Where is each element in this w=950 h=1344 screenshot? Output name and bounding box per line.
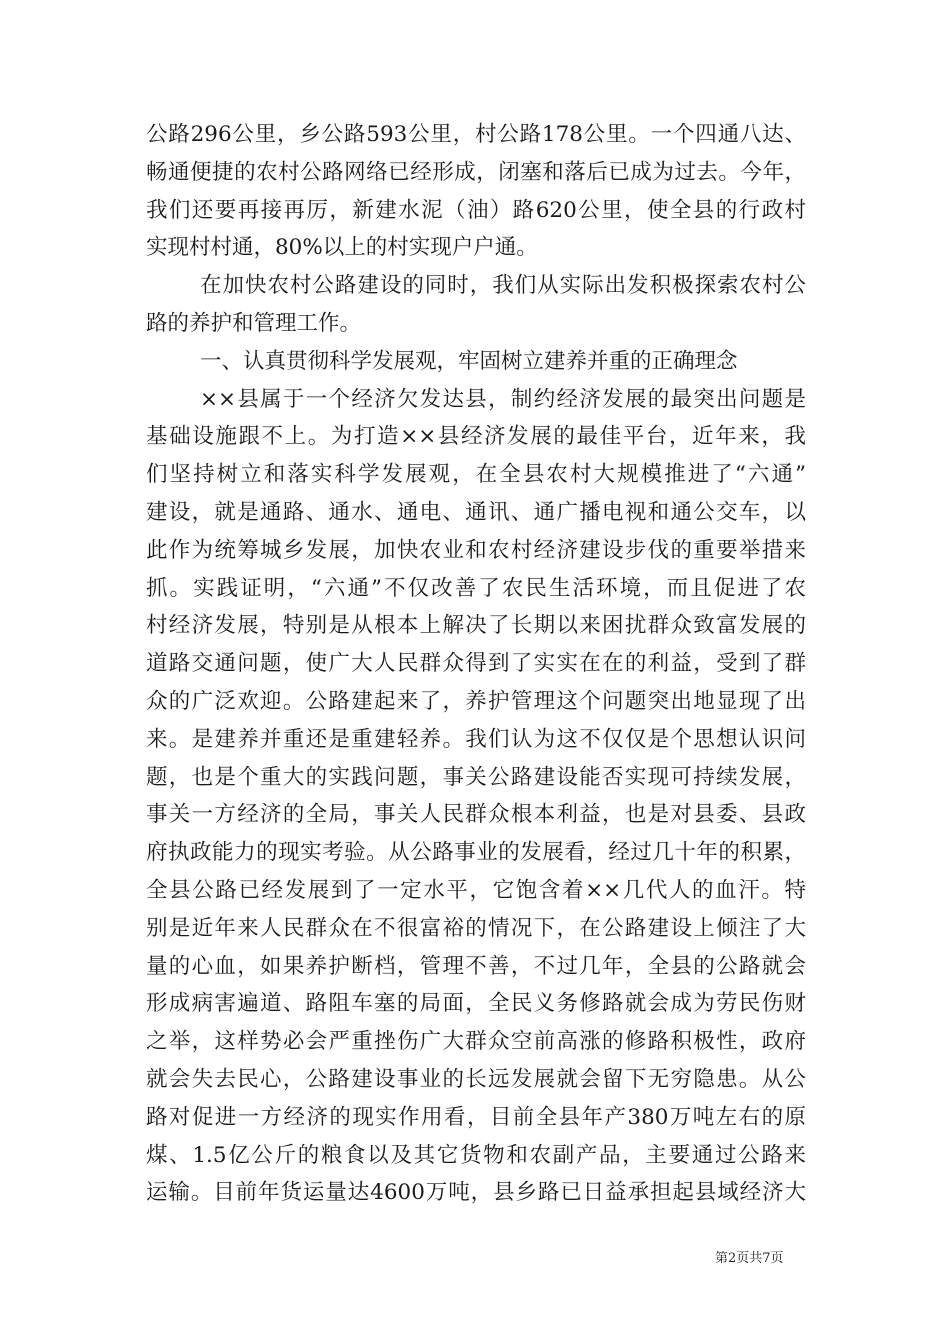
text-line: 来。是建养并重还是重建轻养。我们认为这不仅仅是个思想认识问	[146, 726, 806, 752]
text-line: 运输。目前年货运量达4600万吨，县乡路已日益承担起县域经济大	[146, 1180, 806, 1206]
text-line: 实现村村通，80%以上的村实现户户通。	[146, 235, 538, 261]
text-line: 府执政能力的现实考验。从公路事业的发展看，经过几十年的积累，	[146, 840, 806, 866]
text-line: 路的养护和管理工作。	[146, 310, 362, 336]
text-line: 们坚持树立和落实科学发展观，在全县农村大规模推进了“六通”	[146, 462, 806, 488]
text-line: 公路296公里，乡公路593公里，村公路178公里。一个四通八达、	[146, 122, 806, 147]
document-body	[146, 116, 806, 1212]
text-line: 我们还要再接再厉，新建水泥（油）路620公里，使全县的行政村	[146, 197, 806, 223]
text-line: 村经济发展，特别是从根本上解决了长期以来困扰群众致富发展的	[146, 613, 806, 639]
text-line: 此作为统筹城乡发展，加快农业和农村经济建设步伐的重要举措来	[146, 537, 806, 563]
text-line: 量的心血，如果养护断档，管理不善，不过几年，全县的公路就会	[146, 953, 806, 979]
text-line: 建设，就是通路、通水、通电、通讯、通广播电视和通公交车，以	[146, 499, 806, 525]
text-line: 道路交通问题，使广大人民群众得到了实实在在的利益，受到了群	[146, 651, 806, 677]
text-line: 题，也是个重大的实践问题，事关公路建设能否实现可持续发展，	[146, 764, 806, 790]
text-line: 众的广泛欢迎。公路建起来了，养护管理这个问题突出地显现了出	[146, 688, 806, 714]
page-number-footer: 第2页共7页	[715, 1251, 784, 1266]
text-line: 在加快农村公路建设的同时，我们从实际出发积极探索农村公	[200, 273, 806, 299]
text-line: 别是近年来人民群众在不很富裕的情况下，在公路建设上倾注了大	[146, 915, 806, 941]
text-line: 一、认真贯彻科学发展观，牢固树立建养并重的正确理念	[200, 348, 738, 374]
text-line: 就会失去民心，公路建设事业的长远发展就会留下无穷隐患。从公	[146, 1066, 806, 1092]
text-line: 抓。实践证明，“六通”不仅改善了农民生活环境，而且促进了农	[146, 575, 806, 601]
text-line: 畅通便捷的农村公路网络已经形成，闭塞和落后已成为过去。今年，	[146, 159, 806, 185]
text-line: ××县属于一个经济欠发达县，制约经济发展的最突出问题是	[200, 386, 806, 412]
text-line: 事关一方经济的全局，事关人民群众根本利益，也是对县委、县政	[146, 802, 806, 828]
text-line: 形成病害遍道、路阻车塞的局面，全民义务修路就会成为劳民伤财	[146, 991, 806, 1017]
text-line: 之举，这样势必会严重挫伤广大群众空前高涨的修路积极性，政府	[146, 1029, 806, 1055]
text-line: 基础设施跟不上。为打造××县经济发展的最佳平台，近年来，我	[146, 424, 806, 450]
text-line: 全县公路已经发展到了一定水平，它饱含着××几代人的血汗。特	[146, 877, 806, 903]
text-line: 煤、1.5亿公斤的粮食以及其它货物和农副产品，主要通过公路来	[146, 1142, 806, 1168]
text-line: 路对促进一方经济的现实作用看，目前全县年产380万吨左右的原	[146, 1104, 806, 1130]
